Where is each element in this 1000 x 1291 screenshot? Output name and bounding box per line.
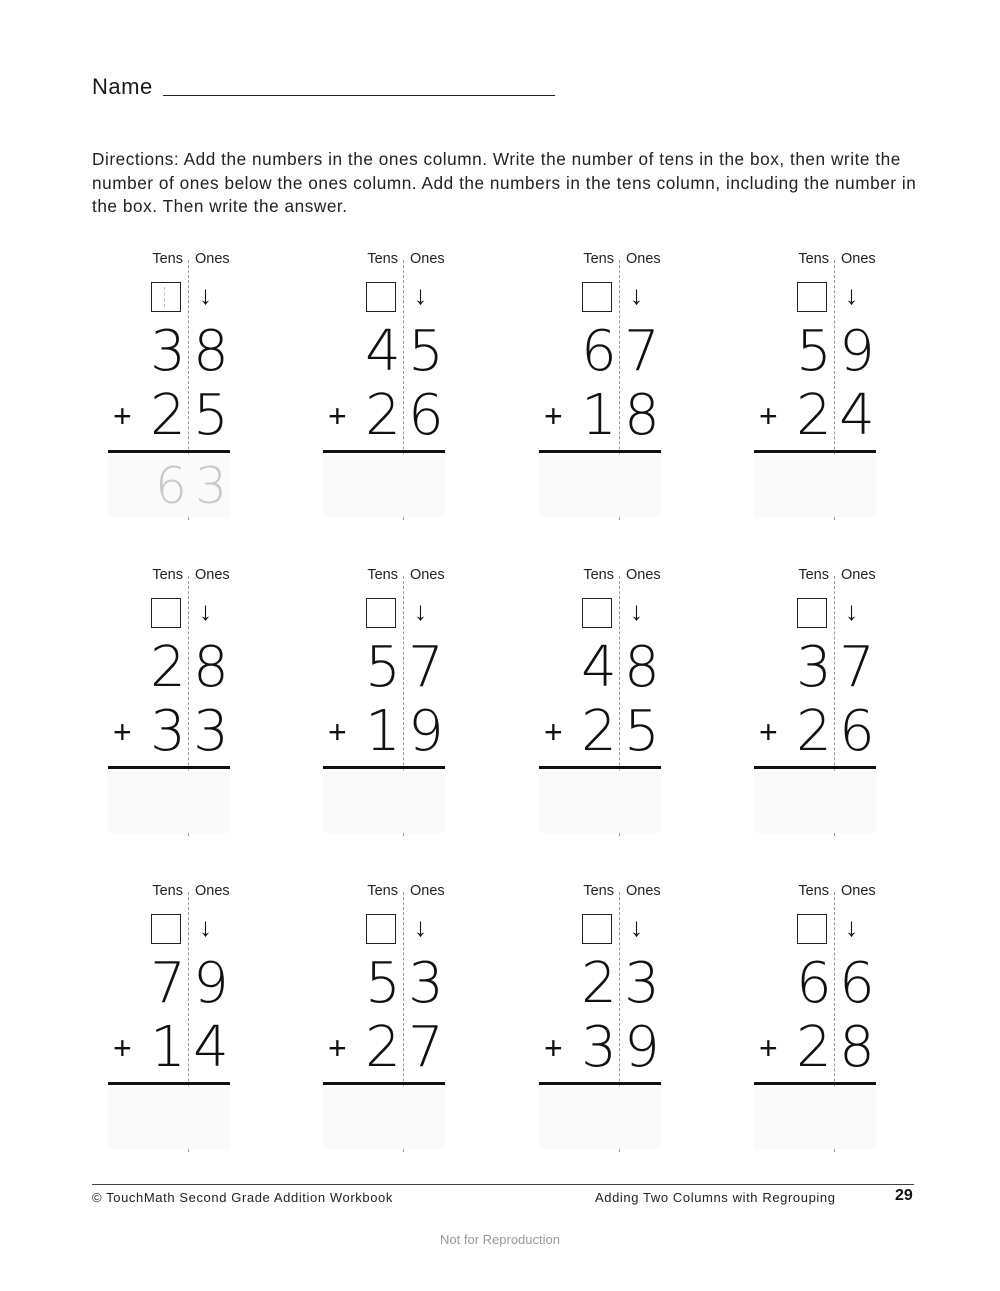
tens-label: Tens xyxy=(798,567,829,583)
page-number: 29 xyxy=(895,1187,913,1204)
plus-sign: + xyxy=(328,1030,347,1066)
sum-line xyxy=(539,766,661,769)
plus-sign: + xyxy=(759,1030,778,1066)
addition-problem xyxy=(108,566,248,856)
addend-2-tens-digit: 3 xyxy=(581,1015,617,1080)
answer-area[interactable] xyxy=(108,771,230,833)
down-arrow-icon: ↓ xyxy=(630,912,643,942)
tens-carry-box[interactable] xyxy=(582,598,612,628)
trace-guide xyxy=(164,287,165,307)
ones-label: Ones xyxy=(626,567,661,583)
answer-tens-digit: 6 xyxy=(155,457,187,515)
addend-2-tens-digit: 2 xyxy=(365,1015,401,1080)
answer-area[interactable] xyxy=(754,1087,876,1149)
addend-2-tens-digit: 3 xyxy=(150,699,186,764)
ones-label: Ones xyxy=(841,567,876,583)
addend-1-ones-digit: 7 xyxy=(839,635,875,700)
addition-problem xyxy=(754,250,894,540)
down-arrow-icon: ↓ xyxy=(845,280,858,310)
tens-label: Tens xyxy=(583,251,614,267)
addend-2-ones-digit: 4 xyxy=(839,383,875,448)
addend-1-tens-digit: 6 xyxy=(796,951,832,1016)
addend-2-ones-digit: 6 xyxy=(839,699,875,764)
answer-area[interactable] xyxy=(754,455,876,517)
addend-1-tens-digit: 5 xyxy=(365,635,401,700)
addend-2-ones-digit: 7 xyxy=(408,1015,444,1080)
addend-2-ones-digit: 4 xyxy=(193,1015,229,1080)
addend-2-ones-digit: 8 xyxy=(624,383,660,448)
sum-line xyxy=(754,1082,876,1085)
sum-line xyxy=(323,450,445,453)
addition-problem xyxy=(108,250,248,540)
addend-1-tens-digit: 5 xyxy=(796,319,832,384)
sum-line xyxy=(539,1082,661,1085)
addend-1-ones-digit: 6 xyxy=(839,951,875,1016)
addend-1-tens-digit: 3 xyxy=(150,319,186,384)
addition-problem xyxy=(323,882,463,1172)
plus-sign: + xyxy=(328,714,347,750)
directions: Directions: Add the numbers in the ones column. Write the number of tens in the box, then write the number of ones below the ones column. Add the numbers in the tens column, including the number in the box. Then write the answer. xyxy=(92,149,917,216)
addend-2-ones-digit: 5 xyxy=(193,383,229,448)
ones-label: Ones xyxy=(626,251,661,267)
sum-line xyxy=(108,1082,230,1085)
sum-line xyxy=(323,1082,445,1085)
name-label: Name xyxy=(92,74,153,99)
tens-carry-box[interactable] xyxy=(797,282,827,312)
down-arrow-icon: ↓ xyxy=(845,596,858,626)
ones-label: Ones xyxy=(841,251,876,267)
addition-problem xyxy=(323,566,463,856)
plus-sign: + xyxy=(113,398,132,434)
addition-problem xyxy=(323,250,463,540)
addend-2-ones-digit: 5 xyxy=(624,699,660,764)
addend-1-tens-digit: 4 xyxy=(365,319,401,384)
tens-carry-box[interactable] xyxy=(151,914,181,944)
tens-carry-box[interactable] xyxy=(797,598,827,628)
addition-problem xyxy=(539,566,679,856)
sum-line xyxy=(754,450,876,453)
ones-label: Ones xyxy=(195,567,230,583)
tens-carry-box[interactable] xyxy=(151,282,181,312)
footer-section-title: Adding Two Columns with Regrouping xyxy=(595,1190,836,1205)
sum-line xyxy=(323,766,445,769)
tens-carry-box[interactable] xyxy=(582,914,612,944)
tens-label: Tens xyxy=(367,251,398,267)
answer-area[interactable] xyxy=(754,771,876,833)
addend-1-tens-digit: 7 xyxy=(150,951,186,1016)
watermark: Not for Reproduction xyxy=(440,1232,560,1247)
addition-problem xyxy=(754,566,894,856)
plus-sign: + xyxy=(113,1030,132,1066)
ones-label: Ones xyxy=(410,251,445,267)
addend-2-tens-digit: 2 xyxy=(796,1015,832,1080)
down-arrow-icon: ↓ xyxy=(199,912,212,942)
sum-line xyxy=(754,766,876,769)
tens-label: Tens xyxy=(367,883,398,899)
down-arrow-icon: ↓ xyxy=(630,280,643,310)
tens-label: Tens xyxy=(798,251,829,267)
addition-problem xyxy=(108,882,248,1172)
down-arrow-icon: ↓ xyxy=(630,596,643,626)
tens-label: Tens xyxy=(152,251,183,267)
footer-divider xyxy=(92,1184,914,1185)
answer-area[interactable] xyxy=(323,1087,445,1149)
down-arrow-icon: ↓ xyxy=(199,596,212,626)
addend-1-tens-digit: 2 xyxy=(581,951,617,1016)
answer-area[interactable] xyxy=(539,1087,661,1149)
addend-2-ones-digit: 6 xyxy=(408,383,444,448)
answer-area[interactable] xyxy=(539,455,661,517)
addend-1-tens-digit: 3 xyxy=(796,635,832,700)
tens-carry-box[interactable] xyxy=(366,282,396,312)
ones-label: Ones xyxy=(626,883,661,899)
answer-area[interactable] xyxy=(323,771,445,833)
addend-1-ones-digit: 8 xyxy=(624,635,660,700)
addend-2-ones-digit: 9 xyxy=(408,699,444,764)
down-arrow-icon: ↓ xyxy=(414,912,427,942)
sum-line xyxy=(108,450,230,453)
addend-1-ones-digit: 7 xyxy=(408,635,444,700)
name-row xyxy=(92,74,555,100)
addend-1-ones-digit: 8 xyxy=(193,319,229,384)
plus-sign: + xyxy=(759,398,778,434)
sum-line xyxy=(539,450,661,453)
plus-sign: + xyxy=(328,398,347,434)
answer-area[interactable] xyxy=(108,1087,230,1149)
addend-2-ones-digit: 9 xyxy=(624,1015,660,1080)
addition-problem xyxy=(539,250,679,540)
addend-2-tens-digit: 2 xyxy=(796,699,832,764)
answer-area[interactable] xyxy=(539,771,661,833)
addend-2-tens-digit: 2 xyxy=(365,383,401,448)
ones-label: Ones xyxy=(841,883,876,899)
addend-2-tens-digit: 2 xyxy=(150,383,186,448)
plus-sign: + xyxy=(544,714,563,750)
addend-1-ones-digit: 9 xyxy=(193,951,229,1016)
tens-label: Tens xyxy=(152,883,183,899)
addend-2-tens-digit: 1 xyxy=(150,1015,186,1080)
tens-carry-box[interactable] xyxy=(366,914,396,944)
tens-carry-box[interactable] xyxy=(797,914,827,944)
addend-2-tens-digit: 1 xyxy=(581,383,617,448)
addend-2-tens-digit: 2 xyxy=(796,383,832,448)
down-arrow-icon: ↓ xyxy=(414,596,427,626)
sum-line xyxy=(108,766,230,769)
tens-label: Tens xyxy=(583,883,614,899)
down-arrow-icon: ↓ xyxy=(845,912,858,942)
answer-area[interactable] xyxy=(323,455,445,517)
addition-problem xyxy=(539,882,679,1172)
footer-copyright: © TouchMath Second Grade Addition Workbook xyxy=(92,1190,393,1205)
plus-sign: + xyxy=(113,714,132,750)
ones-label: Ones xyxy=(410,567,445,583)
addend-2-tens-digit: 1 xyxy=(365,699,401,764)
addend-1-ones-digit: 3 xyxy=(624,951,660,1016)
addend-1-ones-digit: 8 xyxy=(193,635,229,700)
addend-2-ones-digit: 3 xyxy=(193,699,229,764)
addend-1-tens-digit: 2 xyxy=(150,635,186,700)
tens-label: Tens xyxy=(798,883,829,899)
addend-2-ones-digit: 8 xyxy=(839,1015,875,1080)
down-arrow-icon: ↓ xyxy=(199,280,212,310)
addend-1-ones-digit: 5 xyxy=(408,319,444,384)
tens-carry-box[interactable] xyxy=(151,598,181,628)
tens-label: Tens xyxy=(152,567,183,583)
addend-1-ones-digit: 7 xyxy=(624,319,660,384)
addend-1-tens-digit: 5 xyxy=(365,951,401,1016)
addend-1-ones-digit: 9 xyxy=(839,319,875,384)
down-arrow-icon: ↓ xyxy=(414,280,427,310)
ones-label: Ones xyxy=(195,251,230,267)
answer-ones-digit: 3 xyxy=(195,457,227,515)
plus-sign: + xyxy=(544,398,563,434)
tens-carry-box[interactable] xyxy=(582,282,612,312)
name-input-line[interactable] xyxy=(163,95,555,96)
ones-label: Ones xyxy=(410,883,445,899)
plus-sign: + xyxy=(544,1030,563,1066)
ones-label: Ones xyxy=(195,883,230,899)
plus-sign: + xyxy=(759,714,778,750)
addend-1-tens-digit: 6 xyxy=(581,319,617,384)
tens-label: Tens xyxy=(367,567,398,583)
addend-1-ones-digit: 3 xyxy=(408,951,444,1016)
tens-label: Tens xyxy=(583,567,614,583)
tens-carry-box[interactable] xyxy=(366,598,396,628)
addition-problem xyxy=(754,882,894,1172)
addend-2-tens-digit: 2 xyxy=(581,699,617,764)
addend-1-tens-digit: 4 xyxy=(581,635,617,700)
